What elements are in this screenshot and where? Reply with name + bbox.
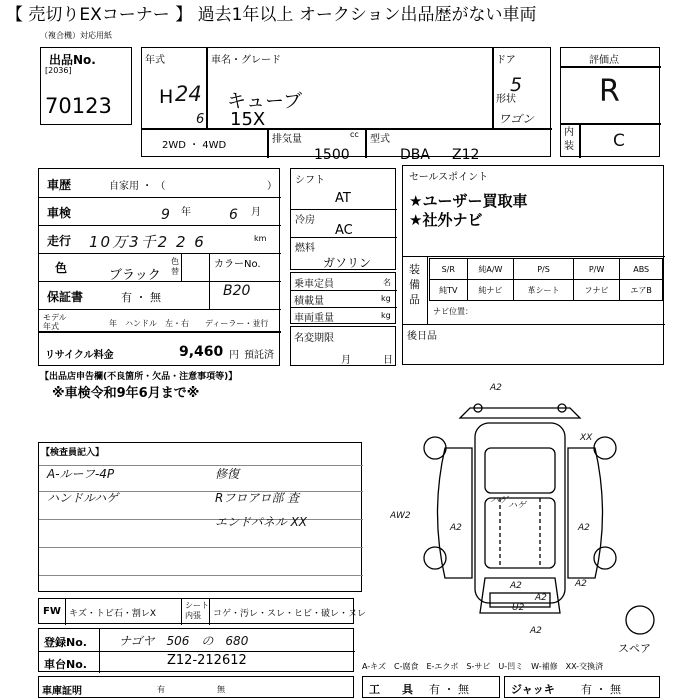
year-label: 年式: [145, 55, 165, 66]
damage-mark: A2: [510, 581, 522, 591]
damage-mark: A2: [535, 593, 547, 603]
windshield: [485, 448, 555, 493]
registration-label: 登録No.: [44, 636, 87, 649]
color-no: B20: [223, 283, 251, 299]
doors: 5: [510, 74, 523, 96]
era: H: [159, 86, 174, 108]
weight-unit: kg: [381, 311, 391, 320]
equipment-item: 純ナビ: [467, 280, 514, 301]
inspector-left-2: ハンドルハゲ: [47, 491, 119, 505]
model-prefix: DBA: [400, 147, 430, 163]
score-label: 評価点: [589, 55, 619, 66]
month-note: 6: [196, 112, 205, 127]
equipment-item: ABS: [620, 259, 663, 280]
damage-mark: XX: [580, 433, 593, 443]
equipment-item: 革シート: [514, 280, 573, 301]
inspector-left-1: A-ルーフ-4P: [47, 467, 115, 481]
mileage: 10万3千2 2 6: [89, 233, 206, 251]
equipment-item: P/W: [573, 259, 620, 280]
handle-position: ハンドル 左・右: [125, 319, 189, 328]
fw-seat-box: [38, 598, 367, 624]
car-name: キューブ: [227, 90, 303, 112]
fw-label: FW: [43, 606, 61, 617]
body-outline: [475, 423, 565, 603]
body-type: ワゴン: [498, 112, 535, 126]
equipment-item: フナビ: [573, 280, 620, 301]
history-label: 車歴: [47, 178, 72, 192]
cert-yes: 有: [157, 685, 165, 694]
damage-mark: A2: [450, 523, 462, 533]
jack-box: [504, 676, 660, 698]
roof-outline: [460, 408, 580, 418]
mileage-label: 走行: [47, 234, 72, 248]
color-label: 色: [55, 261, 68, 275]
score-value: R: [599, 74, 620, 109]
damage-mark: ハゲ: [490, 496, 509, 506]
banner-title: 【 売切りEXコーナー 】 過去1年以上 オークション出品歴がない車両: [6, 5, 537, 25]
damage-mark: A2: [578, 523, 590, 533]
tools-box: [362, 676, 500, 698]
change-day: 日: [383, 355, 393, 366]
rear-right-wheel: [594, 547, 616, 569]
sales-label: セールスポイント: [409, 172, 489, 183]
car-damage-diagram: [390, 378, 670, 638]
exhibit-no-label: 出品No.: [49, 53, 96, 67]
interior-score: C: [613, 131, 625, 151]
body-label: 形状: [496, 94, 516, 105]
model-year-unit: 年: [109, 319, 117, 328]
sales-box: [402, 165, 664, 365]
equipment-item: 純A/W: [467, 259, 514, 280]
capacity-box: [290, 272, 396, 324]
tools-value: 有 ・ 無: [429, 683, 469, 696]
history-value: 自家用 ・ （: [109, 181, 166, 192]
vehicle-info-box: [141, 47, 551, 163]
sales-point-1: ★ユーザー買取車: [409, 192, 528, 210]
door-label: ドア: [496, 55, 516, 66]
fuel-value: ガソリン: [323, 256, 372, 270]
front-right-wheel: [594, 437, 616, 459]
warranty-value: 有 ・ 無: [121, 291, 161, 304]
garage-cert-box: [38, 676, 354, 698]
sales-point-2: ★社外ナビ: [409, 211, 483, 229]
dealer-import: ディーラー・並行: [205, 319, 269, 328]
damage-legend: A-キズ C-腐食 E-エクボ S-サビ U-凹ミ W-補修 XX-交換済: [362, 662, 604, 671]
garage-cert-label: 車庫証明: [42, 686, 82, 697]
inspector-right-2: Rフロアロ部 査: [215, 491, 300, 505]
ac-value: AC: [335, 223, 353, 238]
equipment-item: S/R: [430, 259, 468, 280]
name-label: 車名・グレード: [211, 55, 281, 66]
equipment-item: 純TV: [430, 280, 468, 301]
fuel-label: 燃料: [295, 243, 315, 254]
mileage-unit: km: [254, 234, 267, 243]
equipment-item: エアB: [620, 280, 663, 301]
seat-label: シート内張: [185, 601, 209, 620]
model-year-label: モデル 年式: [43, 313, 67, 331]
model-code: Z12: [452, 147, 480, 163]
color-change: 色替: [171, 257, 179, 276]
equipment-item: P/S: [514, 259, 573, 280]
inspector-title: 【検査員記入】: [41, 448, 105, 458]
spec-box: [290, 168, 396, 270]
damage-mark: A2: [490, 383, 502, 393]
equip-label: 装備品: [409, 263, 420, 306]
displacement: 1500: [314, 147, 350, 163]
model-label: 型式: [370, 134, 390, 145]
year-unit: 年: [181, 207, 191, 218]
interior-label: 内装: [564, 127, 574, 152]
damage-mark: AW2: [390, 511, 411, 521]
car-grade: 15X: [230, 109, 266, 130]
inspection-label: 車検: [47, 206, 72, 220]
tools-label: 工 具: [369, 683, 413, 696]
rear-left-wheel: [424, 547, 446, 569]
jack-label: ジャッキ: [511, 683, 555, 696]
fw-text: キズ・トビ石・割レX: [69, 609, 156, 619]
shift-label: シフト: [295, 175, 325, 186]
shift-value: AT: [335, 191, 351, 206]
cc-unit: cc: [350, 130, 359, 139]
drive-type: 2WD ・ 4WD: [162, 140, 227, 151]
month-unit: 月: [251, 207, 261, 218]
load-unit: kg: [381, 294, 391, 303]
aftermarket-label: 後日品: [407, 331, 437, 342]
warranty-label: 保証書: [47, 290, 84, 304]
copy-note: （複合機）対応用紙: [40, 31, 112, 40]
damage-mark: A2: [530, 626, 542, 636]
front-left-wheel: [424, 437, 446, 459]
recycle-note: 預託済: [244, 350, 274, 361]
year: 24: [175, 82, 202, 106]
exhibit-number-box: [40, 47, 132, 125]
notes-title: 【出品店申告欄(不良箇所・欠品・注意事項等)】: [40, 372, 238, 382]
navi-position-label: ナビ位置：: [433, 307, 473, 316]
ac-label: 冷房: [295, 215, 315, 226]
jack-value: 有 ・ 無: [581, 683, 621, 696]
inspector-right-3: エンドパネル XX: [215, 515, 308, 529]
chassis-label: 車台No.: [44, 658, 87, 671]
spare-label: スペア: [618, 642, 651, 655]
load-label: 積載量: [294, 296, 324, 307]
chassis-number: Z12-212612: [167, 653, 247, 668]
right-side: [568, 448, 603, 578]
spare-tire: [626, 606, 654, 634]
weight-label: 車両重量: [294, 313, 334, 324]
inspection-note: ※車検令和9年6月まで※: [52, 386, 200, 401]
history-box: [38, 168, 280, 366]
score-box: [560, 47, 660, 157]
exhibit-number: 70123: [45, 94, 112, 118]
recycle-unit: 円: [229, 350, 239, 361]
seat-text: コゲ・汚レ・スレ・ヒビ・破レ・ヌレ: [213, 609, 367, 619]
recycle-value: 9,460: [179, 344, 224, 360]
change-month: 月: [341, 355, 351, 366]
inspection-year: 9: [161, 207, 170, 223]
capacity-label: 乗車定員: [294, 279, 334, 290]
cert-no: 無: [217, 685, 225, 694]
inspection-month: 6: [229, 207, 238, 223]
registration-box: [38, 628, 354, 672]
registration-number: ナゴヤ 506 の 680: [119, 634, 249, 648]
exhibit-code: [2036]: [45, 66, 72, 75]
history-close: ）: [267, 181, 277, 192]
damage-mark: ハゲ: [508, 501, 527, 511]
damage-mark: U2: [512, 603, 525, 613]
color-no-label: カラーNo.: [214, 259, 261, 270]
name-change-box: [290, 326, 396, 366]
inspector-right-1: 修復: [215, 467, 240, 481]
damage-mark: A2: [575, 579, 587, 589]
capacity-unit: 名: [383, 278, 391, 287]
equipment-table: [429, 258, 663, 301]
inspector-box: [38, 442, 362, 592]
color-value: ブラック: [109, 268, 161, 283]
displacement-label: 排気量: [272, 134, 302, 145]
left-side: [438, 448, 473, 578]
recycle-label: リサイクル料金: [45, 350, 114, 361]
name-change-label: 名変期限: [294, 333, 334, 344]
